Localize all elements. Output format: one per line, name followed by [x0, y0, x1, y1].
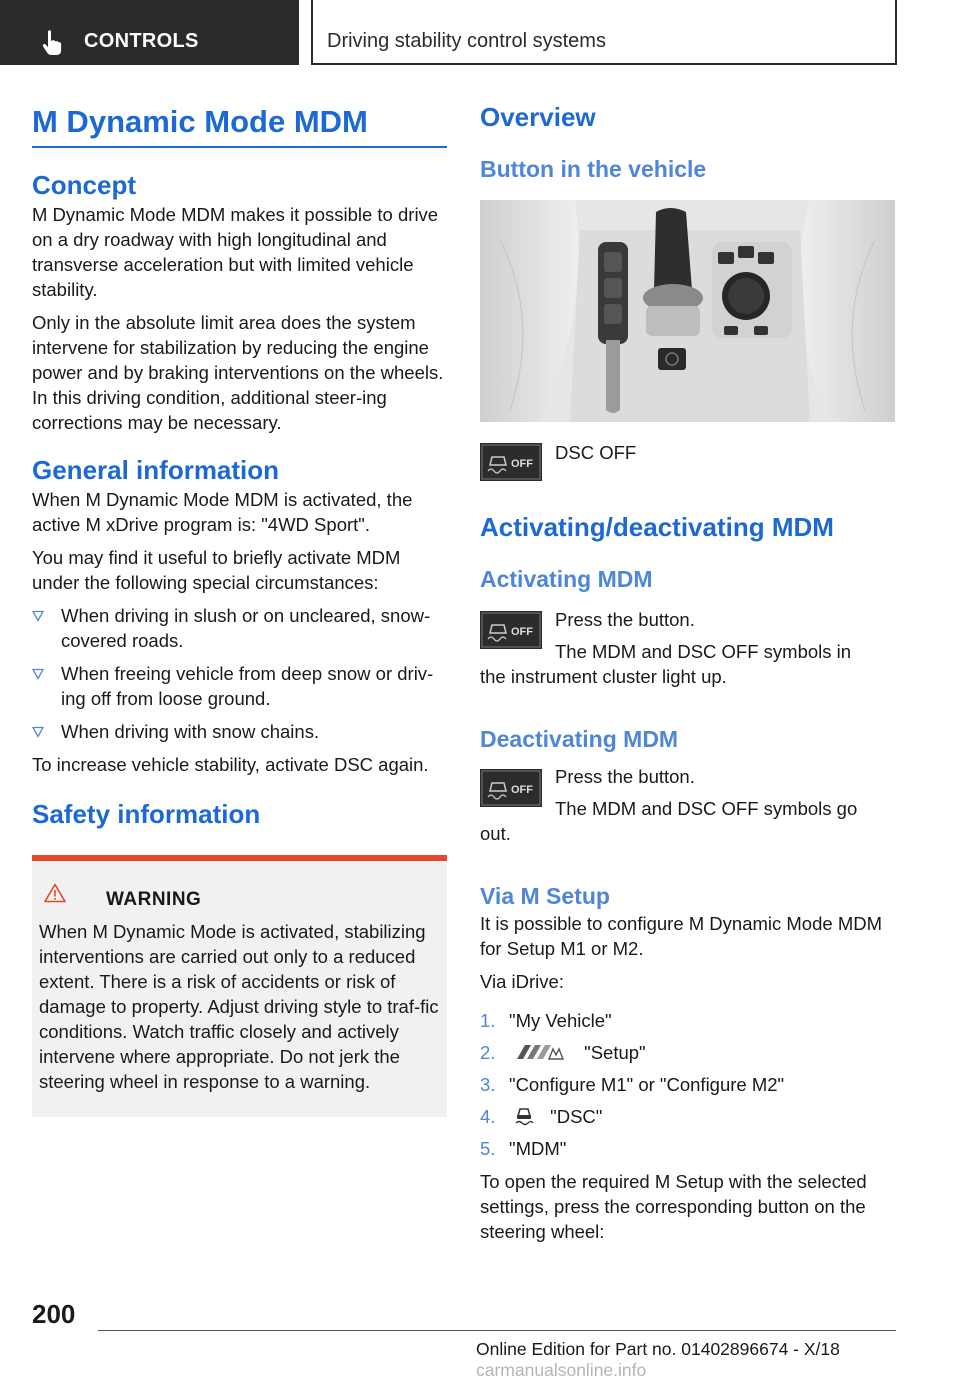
warning-title: WARNING — [106, 889, 202, 910]
triangle-bullet-icon — [32, 726, 44, 738]
list-item: 5. "MDM" — [480, 1138, 567, 1159]
deactivating-line-3: out. — [480, 823, 511, 844]
svg-text:OFF: OFF — [511, 784, 533, 796]
deactivating-mdm-heading: Deactivating MDM — [480, 726, 679, 752]
activating-line-3: the instrument cluster light up. — [480, 666, 727, 687]
deactivating-text-cont — [480, 821, 895, 846]
activating-deactivating-heading: Activating/deactivating MDM — [480, 512, 834, 542]
right-column-activation — [480, 510, 895, 594]
dsc-car-icon — [513, 1106, 535, 1126]
dsc-off-button-icon — [480, 611, 542, 649]
activating-line-1: Press the button. — [555, 609, 695, 630]
button-in-vehicle-heading: Button in the vehicle — [480, 156, 707, 182]
hand-pointer-icon — [40, 29, 66, 55]
title-divider — [32, 146, 447, 148]
right-column-top — [480, 100, 895, 184]
m-setup-paragraph-3: To open the required M Setup with the selected settings, press the corresponding button on the steering wheel: — [480, 1171, 867, 1242]
activating-text — [555, 607, 895, 664]
section-tab — [0, 0, 299, 65]
m-setup-section — [480, 881, 895, 1244]
m-setup-paragraph-2: Via iDrive: — [480, 971, 564, 992]
footer-divider — [98, 1330, 896, 1331]
topic-header — [311, 0, 897, 65]
concept-heading: Concept — [32, 170, 136, 200]
list-item: When freeing vehicle from deep snow or driv-ing off from loose ground. — [32, 661, 447, 711]
svg-text:OFF: OFF — [511, 458, 533, 470]
list-item: When driving with snow chains. — [32, 719, 447, 744]
activating-line-2: The MDM and DSC OFF symbols in — [555, 641, 852, 662]
dsc-off-label: DSC OFF — [555, 442, 637, 463]
left-column — [32, 102, 447, 831]
page-title: M Dynamic Mode MDM — [32, 104, 368, 139]
triangle-bullet-icon — [32, 668, 44, 680]
overview-heading: Overview — [480, 102, 596, 132]
general-paragraph-2: You may find it useful to briefly activate MDM under the following special circumstances: — [32, 547, 401, 593]
topic-label: Driving stability control systems — [327, 30, 606, 52]
concept-paragraph-2: Only in the absolute limit area does the system intervene for stabilization by reducing the engine power and by braking interventions on the wheels. In this driving condition, additional steer-ing corrections may be necessary. — [32, 312, 444, 433]
deactivating-line-1: Press the button. — [555, 766, 695, 787]
dsc-off-button-icon — [480, 443, 542, 481]
svg-text:OFF: OFF — [511, 626, 533, 638]
list-item: When driving in slush or on uncleared, snow-covered roads. — [32, 603, 447, 653]
watermark-text: carmanualsonline.info — [476, 1360, 647, 1380]
general-paragraph-3: To increase vehicle stability, activate DSC again. — [32, 754, 429, 775]
deactivating-section — [480, 724, 895, 754]
safety-information-heading: Safety information — [32, 799, 261, 829]
warning-text: When M Dynamic Mode is activated, stabilizing interventions are carried out only to a reduced extent. There is a risk of accidents or risk of damage to property. Adjust driving style to traf-fic conditions. Watch traffic closely and actively intervene where appropriate. Do not jerk the steering wheel in response to a warning. — [39, 921, 439, 1092]
via-m-setup-heading: Via M Setup — [480, 883, 610, 909]
section-label: CONTROLS — [84, 30, 199, 52]
m-stripes-icon — [511, 1043, 569, 1061]
triangle-bullet-icon — [32, 610, 44, 622]
list-item: 3. "Configure M1" or "Configure M2" — [480, 1074, 785, 1095]
warning-triangle-icon — [44, 883, 66, 903]
list-item: 2. "Setup" — [480, 1042, 646, 1063]
warning-box — [32, 855, 447, 1117]
page-number: 200 — [32, 1299, 76, 1329]
list-item: 1. "My Vehicle" — [480, 1010, 612, 1031]
console-illustration — [480, 200, 895, 422]
concept-paragraph-1: M Dynamic Mode MDM makes it possible to drive on a dry roadway with high longitudinal and transverse acceleration but with limited vehicle stability. — [32, 204, 439, 300]
activating-text-cont — [480, 664, 895, 689]
list-item: 4. "DSC" — [480, 1106, 603, 1127]
general-information-heading: General information — [32, 455, 280, 485]
deactivating-text — [555, 764, 895, 821]
footer-edition — [476, 1339, 960, 1381]
general-paragraph-1: When M Dynamic Mode MDM is activated, the active M xDrive program is: "4WD Sport". — [32, 489, 413, 535]
edition-text: Online Edition for Part no. 01402896674 - X/18 — [476, 1339, 840, 1359]
dsc-off-label-row — [555, 440, 855, 465]
deactivating-line-2: The MDM and DSC OFF symbols go — [555, 798, 858, 819]
m-setup-paragraph-1: It is possible to configure M Dynamic Mode MDM for Setup M1 or M2. — [480, 913, 882, 959]
activating-mdm-heading: Activating MDM — [480, 566, 653, 592]
center-console-photo — [480, 200, 895, 422]
dsc-off-button-icon — [480, 769, 542, 807]
